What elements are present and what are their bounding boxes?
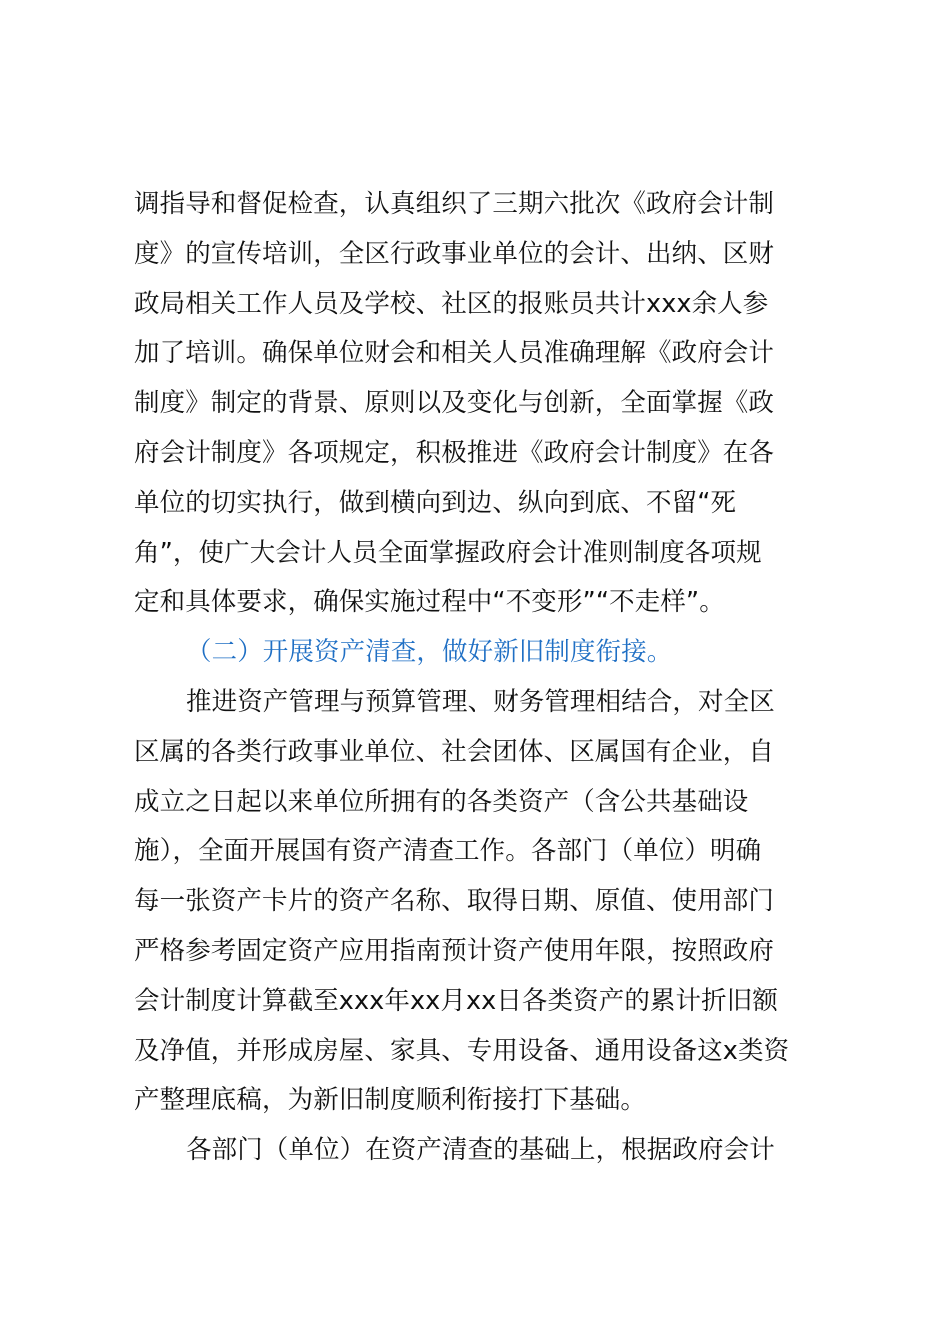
text-line: 区属的各类行政事业单位、社会团体、区属国有企业，自 (134, 736, 775, 767)
paragraph-start-line: 各部门（单位）在资产清查的基础上，根据政府会计 (186, 1135, 775, 1166)
text-line: 角”，使广大会计人员全面掌握政府会计准则制度各项规 (134, 537, 762, 568)
text-line: 产整理底稿，为新旧制度顺利衔接打下基础。 (134, 1085, 647, 1116)
text-line: 严格参考固定资产应用指南预计资产使用年限，按照政府 (134, 935, 775, 966)
paragraph-start-line: 推进资产管理与预算管理、财务管理相结合，对全区 (186, 686, 775, 717)
text-line: 府会计制度》各项规定，积极推进《政府会计制度》在各 (134, 437, 775, 468)
section-heading: （二）开展资产清查，做好新旧制度衔接。 (186, 637, 673, 668)
text-line: 单位的切实执行，做到横向到边、纵向到底、不留“死 (134, 487, 737, 518)
text-line: 调指导和督促检查，认真组织了三期六批次《政府会计制 (134, 189, 775, 219)
text-line: 会计制度计算截至xxx年xx月xx日各类资产的累计折旧额 (134, 985, 778, 1016)
text-line: 及净值，并形成房屋、家具、专用设备、通用设备这x类资 (134, 1035, 790, 1066)
text-line: 每一张资产卡片的资产名称、取得日期、原值、使用部门 (134, 886, 775, 917)
text-line: 施），全面开展国有资产清查工作。各部门（单位）明确 (134, 836, 762, 867)
text-line: 定和具体要求，确保实施过程中“不变形”“不走样”。 (134, 587, 725, 618)
text-line: 政局相关工作人员及学校、社区的报账员共计xxx余人参 (134, 288, 769, 319)
document-body (134, 180, 834, 1176)
text-line: 制度》制定的背景、原则以及变化与创新，全面掌握《政 (134, 388, 775, 419)
text-line: 度》的宣传培训，全区行政事业单位的会计、出纳、区财 (134, 238, 775, 269)
text-line: 成立之日起以来单位所拥有的各类资产（含公共基础设 (134, 786, 749, 817)
text-line: 加了培训。确保单位财会和相关人员准确理解《政府会计 (134, 338, 775, 369)
